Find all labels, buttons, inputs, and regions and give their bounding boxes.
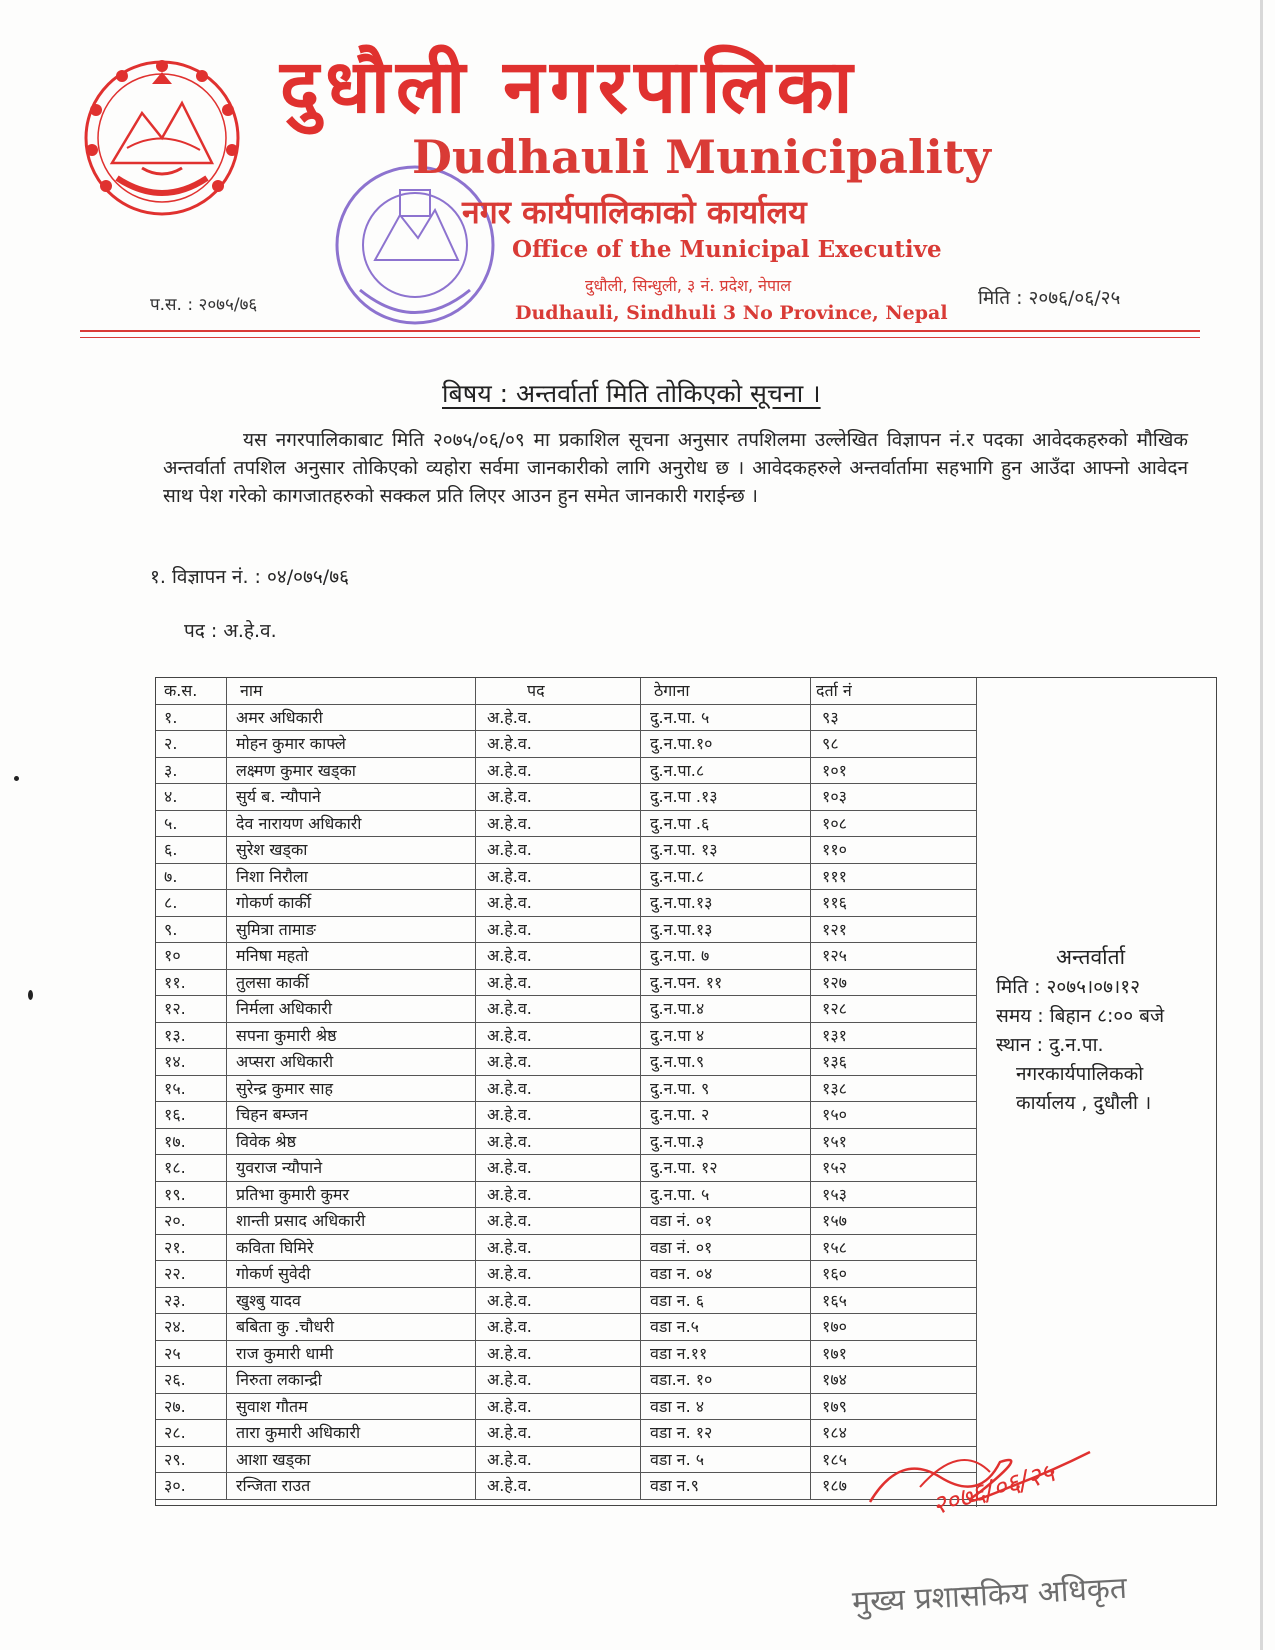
name-cell: चिहन बम्जन <box>236 1105 308 1124</box>
serial-cell: २०. <box>164 1211 186 1230</box>
serial-cell: १७. <box>164 1131 186 1151</box>
table-row <box>156 1129 976 1156</box>
serial-cell: २८. <box>164 1423 186 1442</box>
post-cell: अ.हे.व. <box>487 1343 532 1363</box>
address-cell: दु.न.पा. २ <box>650 1105 710 1124</box>
table-row <box>156 1394 976 1421</box>
post-cell: अ.हे.व. <box>487 1105 532 1124</box>
serial-cell: ७. <box>164 866 178 886</box>
name-cell: निरुता लकान्द्री <box>236 1370 322 1389</box>
post-cell: अ.हे.व. <box>487 1264 532 1283</box>
registration-cell: १०३ <box>822 787 847 806</box>
table-row <box>156 758 976 785</box>
address-cell: वडा न.११ <box>650 1343 708 1363</box>
serial-cell: २१. <box>164 1237 186 1257</box>
column-divider <box>226 678 227 1500</box>
post-cell: अ.हे.व. <box>487 1290 532 1310</box>
interview-place-line3: कार्यालय , दुधौली । <box>1016 1092 1152 1114</box>
address-en: Dudhauli, Sindhuli 3 No Province, Nepal <box>515 302 948 324</box>
nepal-emblem-icon <box>82 58 242 218</box>
table-row <box>156 1261 976 1288</box>
registration-cell: १२१ <box>822 919 847 939</box>
name-cell: मनिषा महतो <box>236 946 309 965</box>
post-cell: अ.हे.व. <box>487 1476 532 1495</box>
registration-cell: १३१ <box>822 1025 847 1045</box>
address-cell: दु.न.पा. ५ <box>650 1184 710 1204</box>
table-row <box>156 970 976 997</box>
post-cell: अ.हे.व. <box>487 734 532 753</box>
name-cell: सपना कुमारी श्रेष्ठ <box>236 1025 337 1045</box>
table-row <box>156 811 976 838</box>
address-cell: दु.न.पा .१३ <box>650 787 718 806</box>
serial-cell: ९. <box>164 919 178 939</box>
post-cell: अ.हे.व. <box>487 1237 532 1257</box>
serial-cell: १८. <box>164 1158 186 1177</box>
address-cell: दु.न.पा .६ <box>650 813 710 833</box>
scan-speck <box>28 990 33 1000</box>
registration-cell: १०१ <box>822 760 847 780</box>
serial-cell: ३. <box>164 760 178 780</box>
post-cell: अ.हे.व. <box>487 760 532 780</box>
serial-cell: ३०. <box>164 1476 186 1495</box>
address-cell: वडा नं. ०१ <box>650 1237 713 1257</box>
registration-cell: १५२ <box>822 1158 847 1177</box>
name-cell: तुलसा कार्की <box>236 972 309 992</box>
post-cell: अ.हे.व. <box>487 1052 532 1071</box>
notice-body: यस नगरपालिकाबाट मिति २०७५/०६/०९ मा प्रकाशिल सूचना अनुसार तपशिलमा उल्लेखित विज्ञापन नं.र पदका आवेदकहरुको मौखिक अन्तर्वार्ता तपशिल अनुसार तोकिएको व्यहोरा सर्वमा जानकारीको लागि अनुरोध छ । आवेदकहरुले अन्तर्वार्तामा सहभागि हुन आउँदा आफ्नो आवेदन साथ पेश गरेको कागजातहरुको सक्कल प्रति लिएर आउन हुन समेत जानकारी गराईन्छ । <box>163 429 1188 507</box>
serial-cell: ११. <box>164 972 186 992</box>
registration-cell: १३८ <box>822 1078 847 1098</box>
table-row <box>156 1341 976 1368</box>
name-cell: लक्ष्मण कुमार खड्का <box>236 760 356 780</box>
address-cell: दु.न.पा. १२ <box>650 1158 718 1177</box>
office-title-en: Office of the Municipal Executive <box>512 236 942 263</box>
name-cell: निशा निरौला <box>236 866 308 886</box>
serial-cell: ४. <box>164 787 178 806</box>
header-divider <box>80 330 1200 332</box>
serial-cell: १३. <box>164 1025 186 1045</box>
serial-cell: १५. <box>164 1078 186 1098</box>
serial-cell: २७. <box>164 1396 186 1416</box>
table-header-row <box>156 678 976 705</box>
address-cell: दु.न.पा ४ <box>650 1025 705 1045</box>
address-cell: वडा न. ६ <box>650 1290 705 1310</box>
table-row <box>156 1182 976 1209</box>
registration-cell: १५७ <box>822 1211 847 1230</box>
table-row <box>156 890 976 917</box>
address-cell: दु.न.पा.८ <box>650 760 705 780</box>
registration-cell: १७० <box>822 1317 847 1336</box>
address-cell: वडा नं. ०१ <box>650 1211 713 1230</box>
post-cell: अ.हे.व. <box>487 866 532 886</box>
registration-cell: १७४ <box>822 1370 847 1389</box>
registration-cell: ११६ <box>822 893 847 912</box>
serial-cell: २६. <box>164 1370 186 1389</box>
address-cell: वडा न.५ <box>650 1317 699 1336</box>
address-cell: दु.न.पा.८ <box>650 866 705 886</box>
name-cell: सुर्य ब. न्यौपाने <box>236 787 321 806</box>
post-cell: अ.हे.व. <box>487 1396 532 1416</box>
letter-date: मिति : २०७६/०६/२५ <box>978 287 1121 309</box>
post-cell: अ.हे.व. <box>487 1423 532 1442</box>
header-address: ठेगाना <box>654 681 690 700</box>
name-cell: सुवाश गौतम <box>236 1396 308 1416</box>
address-cell: दु.न.पा.४ <box>650 999 705 1018</box>
table-row <box>156 1049 976 1076</box>
registration-cell: १५१ <box>822 1131 847 1151</box>
name-cell: विवेक श्रेष्ठ <box>236 1131 297 1151</box>
table-row <box>156 1288 976 1315</box>
interview-time: समय : बिहान ८:०० बजे <box>996 1005 1165 1027</box>
registration-cell: १८५ <box>822 1449 847 1469</box>
name-cell: आशा खड्का <box>236 1449 311 1469</box>
address-cell: वडा न.९ <box>650 1476 699 1495</box>
vacancy-number: १. विज्ञापन नं. : ०४/०७५/७६ <box>150 566 349 588</box>
address-cell: दु.न.पा. ५ <box>650 707 710 727</box>
table-row <box>156 731 976 758</box>
name-cell: राज कुमारी धामी <box>236 1343 334 1363</box>
serial-cell: २४. <box>164 1317 186 1336</box>
registration-cell: १०८ <box>822 813 847 833</box>
registration-cell: १५८ <box>822 1237 847 1257</box>
name-cell: शान्ती प्रसाद अधिकारी <box>236 1211 366 1230</box>
address-cell: दु.न.पा.९ <box>650 1052 705 1071</box>
registration-cell: १५३ <box>822 1184 847 1204</box>
serial-cell: ८. <box>164 893 178 912</box>
address-cell: दु.न.पा.१३ <box>650 919 713 939</box>
address-cell: दु.न.पा.३ <box>650 1131 705 1151</box>
address-cell: दु.न.पन. ११ <box>650 972 723 992</box>
post-cell: अ.हे.व. <box>487 999 532 1018</box>
office-title-np: नगर कार्यपालिकाको कार्यालय <box>462 193 807 231</box>
post-cell: अ.हे.व. <box>487 1158 532 1177</box>
name-cell: युवराज न्यौपाने <box>236 1158 323 1177</box>
interview-details <box>978 678 1218 1507</box>
post-cell: अ.हे.व. <box>487 1078 532 1098</box>
registration-cell: १५० <box>822 1105 847 1124</box>
address-cell: दु.न.पा. ९ <box>650 1078 710 1098</box>
interview-place: स्थान : दु.न.पा. <box>996 1034 1104 1056</box>
table-row <box>156 996 976 1023</box>
post-cell: अ.हे.व. <box>487 1370 532 1389</box>
post-cell: अ.हे.व. <box>487 707 532 727</box>
reference-number: प.स. : २०७५/७६ <box>150 295 258 315</box>
address-cell: वडा न. ५ <box>650 1449 705 1469</box>
table-row <box>156 1420 976 1447</box>
column-divider <box>475 678 476 1500</box>
column-divider <box>640 678 641 1500</box>
post-cell: अ.हे.व. <box>487 1449 532 1469</box>
table-row <box>156 1155 976 1182</box>
serial-cell: २२. <box>164 1264 186 1283</box>
name-cell: कविता घिमिरे <box>236 1237 314 1257</box>
post-cell: अ.हे.व. <box>487 919 532 939</box>
address-cell: वडा न. १२ <box>650 1423 713 1442</box>
post-cell: अ.हे.व. <box>487 1317 532 1336</box>
table-row <box>156 864 976 891</box>
serial-cell: १० <box>164 946 181 965</box>
interview-place-line2: नगरकार्यपालिकको <box>1016 1063 1144 1085</box>
name-cell: प्रतिभा कुमारी कुमर <box>236 1184 350 1204</box>
registration-cell: १८४ <box>822 1423 847 1442</box>
registration-cell: १८७ <box>822 1476 847 1495</box>
header-divider-thin <box>80 337 1200 338</box>
address-cell: दु.न.पा. ७ <box>650 946 710 965</box>
post-cell: अ.हे.व. <box>487 946 532 965</box>
header-post: पद <box>527 681 545 700</box>
registration-cell: १७९ <box>822 1396 847 1416</box>
serial-cell: २३. <box>164 1290 186 1310</box>
address-cell: दु.न.पा. १३ <box>650 840 718 859</box>
table-row <box>156 1367 976 1394</box>
candidate-table <box>155 677 1217 1506</box>
post-cell: अ.हे.व. <box>487 840 532 859</box>
table-row <box>156 1314 976 1341</box>
post-cell: अ.हे.व. <box>487 1131 532 1151</box>
serial-cell: ६. <box>164 840 178 859</box>
notice-subject: बिषय : अन्तर्वार्ता मिति तोकिएको सूचना । <box>442 379 821 408</box>
name-cell: अप्सरा अधिकारी <box>236 1052 334 1071</box>
column-divider <box>810 678 811 1500</box>
name-cell: गोकर्ण सुवेदी <box>236 1264 311 1283</box>
name-cell: मोहन कुमार काफ्ले <box>236 734 346 753</box>
post-cell: अ.हे.व. <box>487 893 532 912</box>
post-cell: अ.हे.व. <box>487 813 532 833</box>
post-cell: अ.हे.व. <box>487 972 532 992</box>
header-name: नाम <box>240 681 263 700</box>
registration-cell: १३६ <box>822 1052 847 1071</box>
name-cell: सुमित्रा तामाङ <box>236 919 316 939</box>
serial-cell: १. <box>164 707 178 727</box>
post-cell: अ.हे.व. <box>487 1025 532 1045</box>
table-row <box>156 917 976 944</box>
name-cell: रन्जिता राउत <box>236 1476 311 1495</box>
registration-cell: १७१ <box>822 1343 847 1363</box>
table-row <box>156 1102 976 1129</box>
header-registration: दर्ता नं <box>816 681 852 700</box>
serial-cell: २९. <box>164 1449 186 1469</box>
municipality-title-en: Dudhauli Municipality <box>412 130 991 184</box>
name-cell: सुरेन्द्र कुमार साह <box>236 1078 333 1098</box>
table-divider <box>976 678 977 1507</box>
registration-cell: ११० <box>822 840 847 859</box>
municipality-title-np: दुधौली नगरपालिका <box>280 44 859 130</box>
table-row <box>156 1023 976 1050</box>
interview-date: मिति : २०७५।०७।१२ <box>996 976 1140 998</box>
serial-cell: २५ <box>164 1343 181 1363</box>
header-serial: क.स. <box>164 681 198 700</box>
name-cell: बबिता कु .चौधरी <box>236 1317 335 1336</box>
post-cell: अ.हे.व. <box>487 1184 532 1204</box>
office-stamp-icon <box>330 160 500 330</box>
address-cell: दु.न.पा.१३ <box>650 893 713 912</box>
signatory-title: मुख्य प्रशासकिय अधिकृत <box>851 1570 1128 1621</box>
registration-cell: १२५ <box>822 946 847 965</box>
registration-cell: ९८ <box>822 734 839 753</box>
serial-cell: २. <box>164 734 178 753</box>
scan-edge <box>1260 0 1263 1650</box>
address-cell: वडा न. ४ <box>650 1396 705 1416</box>
table-row <box>156 705 976 732</box>
table-row <box>156 1447 976 1474</box>
registration-cell: १२८ <box>822 999 847 1018</box>
registration-cell: १६५ <box>822 1290 847 1310</box>
table-row <box>156 837 976 864</box>
table-row <box>156 1235 976 1262</box>
registration-cell: १६० <box>822 1264 847 1283</box>
serial-cell: १९. <box>164 1184 186 1204</box>
address-cell: दु.न.पा.१० <box>650 734 713 753</box>
post-cell: अ.हे.व. <box>487 787 532 806</box>
serial-cell: १४. <box>164 1052 186 1071</box>
address-np: दुधौली, सिन्धुली, ३ नं. प्रदेश, नेपाल <box>585 276 792 295</box>
name-cell: सुरेश खड्का <box>236 840 308 859</box>
table-row <box>156 784 976 811</box>
table-row <box>156 1473 976 1500</box>
serial-cell: ५. <box>164 813 178 833</box>
scan-speck <box>14 776 19 781</box>
interview-title: अन्तर्वार्ता <box>1056 945 1126 969</box>
name-cell: देव नारायण अधिकारी <box>236 813 362 833</box>
serial-cell: १६. <box>164 1105 186 1124</box>
registration-cell: १२७ <box>822 972 847 992</box>
name-cell: अमर अधिकारी <box>236 707 323 727</box>
table-row <box>156 1208 976 1235</box>
registration-cell: ९३ <box>822 707 839 727</box>
name-cell: खुश्बु यादव <box>236 1290 301 1310</box>
address-cell: वडा.न. १० <box>650 1370 713 1389</box>
name-cell: निर्मला अधिकारी <box>236 999 332 1018</box>
registration-cell: १११ <box>822 866 847 886</box>
post-cell: अ.हे.व. <box>487 1211 532 1230</box>
serial-cell: १२. <box>164 999 186 1018</box>
name-cell: गोकर्ण कार्की <box>236 893 311 912</box>
table-row <box>156 943 976 970</box>
signature-date: २०७६/०६/२५ <box>928 1458 1058 1522</box>
address-cell: वडा न. ०४ <box>650 1264 713 1283</box>
name-cell: तारा कुमारी अधिकारी <box>236 1423 361 1442</box>
post-name: पद : अ.हे.व. <box>184 620 277 642</box>
table-row <box>156 1076 976 1103</box>
